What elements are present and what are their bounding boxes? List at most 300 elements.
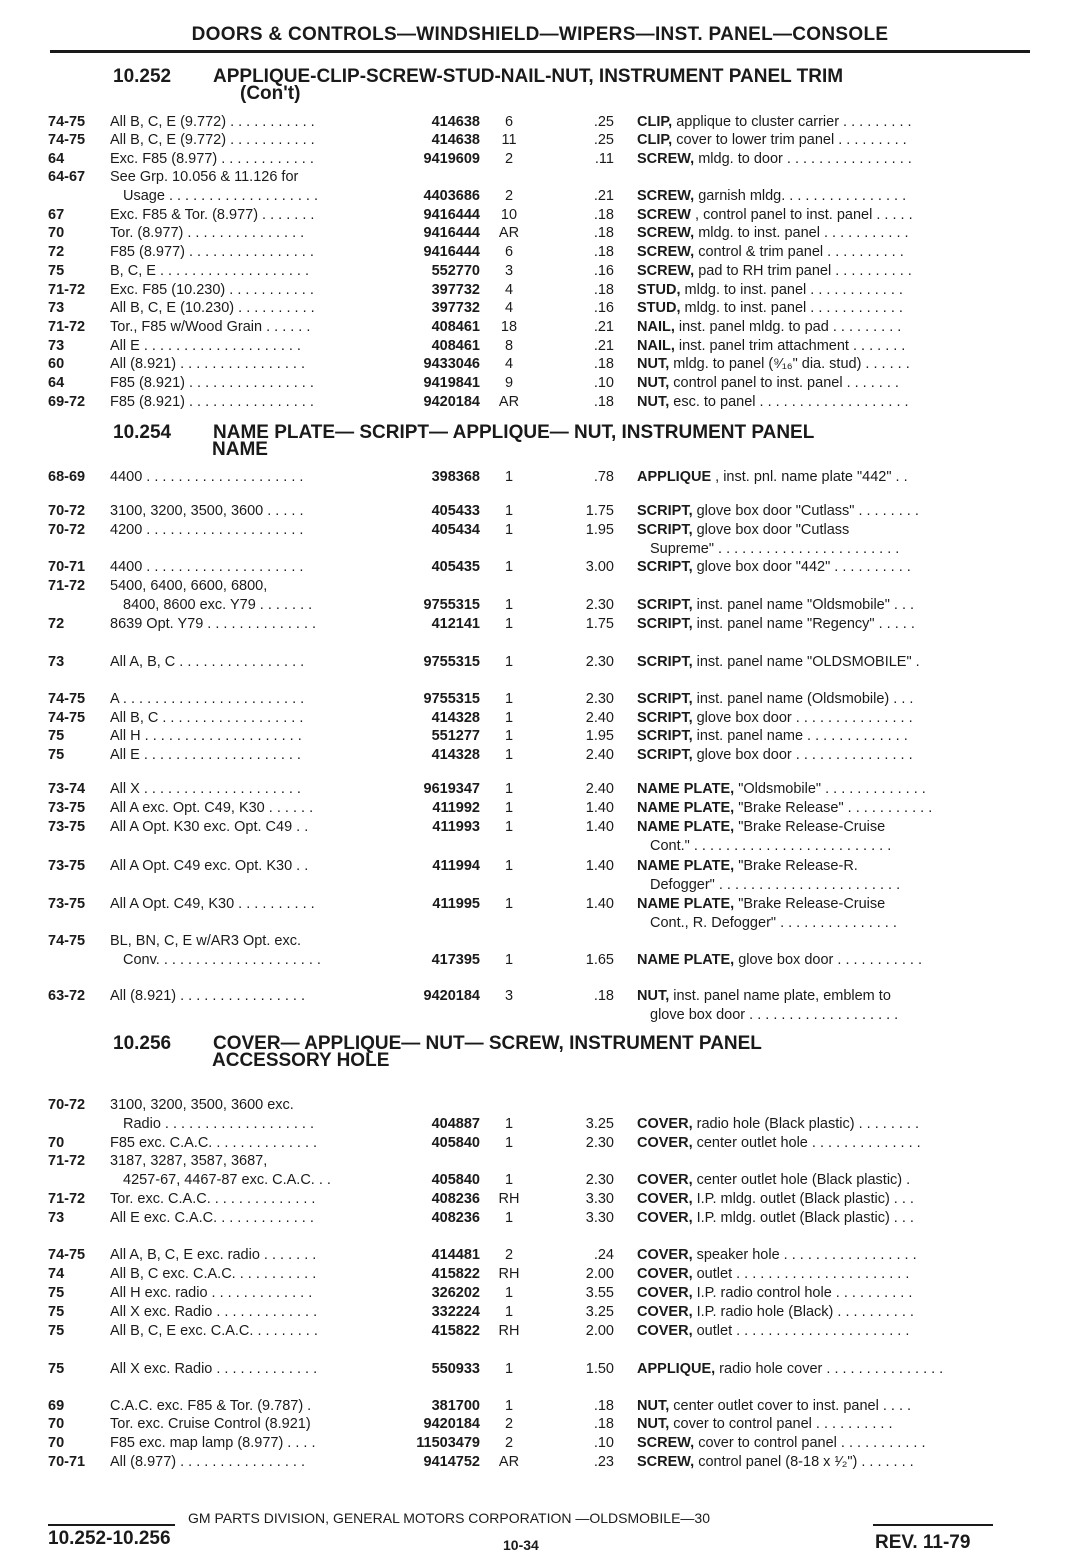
part-name: SCRIPT, xyxy=(637,616,693,632)
section-title: NAME PLATE— SCRIPT— APPLIQUE— NUT, INSTRUMENT PANEL xyxy=(213,422,815,443)
parts-row xyxy=(0,262,1071,281)
usage: All B, C . . . . . . . . . . . . . . . . . . xyxy=(110,710,304,726)
parts-row xyxy=(0,150,1071,169)
parts-row xyxy=(0,653,1071,672)
part-description: applique to cluster carrier . . . . . . . . . xyxy=(672,114,912,130)
part-name: SCRIPT, xyxy=(637,728,693,744)
part-description: glove box door . . . . . . . . . . . . . . . xyxy=(692,747,913,763)
part-description: radio hole (Black plastic) . . . . . . . . xyxy=(692,1116,920,1132)
model-year: 71-72 xyxy=(48,1191,86,1207)
price: 2.30 xyxy=(585,597,614,613)
description xyxy=(637,113,1002,132)
part-description: cover to control panel . . . . . . . . . . . xyxy=(694,1435,926,1451)
part-description: inst. panel name "Oldsmobile" . . . xyxy=(692,597,915,613)
part-description: Supreme" . . . . . . . . . . . . . . . . . . . . . . . xyxy=(650,541,900,557)
usage: All H . . . . . . . . . . . . . . . . . . . . xyxy=(110,728,302,744)
part-number: 398368 xyxy=(431,469,480,485)
description xyxy=(637,1434,1002,1453)
part-name: SCRIPT, xyxy=(637,747,693,763)
usage: BL, BN, C, E w/AR3 Opt. exc. xyxy=(110,933,301,949)
price: .11 xyxy=(594,151,614,167)
part-name: COVER, xyxy=(637,1304,693,1320)
part-number: 404887 xyxy=(431,1116,480,1132)
part-number: 405840 xyxy=(431,1172,480,1188)
parts-row xyxy=(0,857,1071,876)
description xyxy=(637,1134,1002,1153)
quantity: 11 xyxy=(501,132,517,148)
parts-row xyxy=(0,1006,1071,1025)
part-description: glove box door . . . . . . . . . . . xyxy=(734,952,922,968)
part-number: 411992 xyxy=(432,800,480,816)
part-description: "Oldsmobile" . . . . . . . . . . . . . xyxy=(734,781,926,797)
usage: 5400, 6400, 6600, 6800, xyxy=(110,578,268,594)
quantity: 1 xyxy=(504,1116,514,1132)
part-description: cover to control panel . . . . . . . . . . xyxy=(669,1416,893,1432)
parts-row xyxy=(0,502,1071,521)
parts-row xyxy=(0,224,1071,243)
description xyxy=(637,206,1002,225)
part-name: SCRIPT, xyxy=(637,559,693,575)
description xyxy=(637,374,1002,393)
price: .18 xyxy=(593,356,614,372)
usage: 8400, 8600 exc. Y79 . . . . . . . xyxy=(123,597,313,613)
parts-row xyxy=(0,895,1071,914)
usage: Exc. F85 (8.977) . . . . . . . . . . . . xyxy=(110,151,314,167)
parts-row xyxy=(0,914,1071,933)
model-year: 63-72 xyxy=(48,988,86,1004)
usage: F85 exc. C.A.C. . . . . . . . . . . . . . xyxy=(110,1135,318,1151)
model-year: 75 xyxy=(48,1285,65,1301)
parts-row xyxy=(0,131,1071,150)
quantity: 1 xyxy=(504,896,514,912)
price: .18 xyxy=(593,282,614,298)
part-name: NAME PLATE, xyxy=(637,896,735,912)
model-year: 74-75 xyxy=(48,933,86,949)
part-description: inst. panel name plate, emblem to xyxy=(669,988,891,1004)
quantity: 4 xyxy=(504,356,514,372)
quantity: 8 xyxy=(504,338,514,354)
price: .18 xyxy=(593,225,614,241)
model-year: 64-67 xyxy=(48,169,86,185)
part-name: NAME PLATE, xyxy=(637,858,735,874)
model-year: 74-75 xyxy=(48,132,86,148)
part-name: SCRIPT, xyxy=(637,691,693,707)
price: 3.25 xyxy=(585,1304,614,1320)
parts-row xyxy=(0,727,1071,746)
parts-row xyxy=(0,690,1071,709)
section-title: APPLIQUE-CLIP-SCREW-STUD-NAIL-NUT, INSTRUMENT PANEL TRIM xyxy=(213,66,844,87)
description xyxy=(637,615,1002,634)
usage: 8639 Opt. Y79 . . . . . . . . . . . . . . xyxy=(110,616,317,632)
description xyxy=(637,558,1002,577)
price: 1.40 xyxy=(585,800,614,816)
usage: Tor., F85 w/Wood Grain . . . . . . xyxy=(110,319,311,335)
price: 1.50 xyxy=(585,1361,614,1377)
quantity: 2 xyxy=(504,1247,514,1263)
model-year: 70-72 xyxy=(48,1097,86,1113)
model-year: 71-72 xyxy=(48,319,86,335)
model-year: 67 xyxy=(48,207,65,223)
price: .25 xyxy=(593,132,614,148)
part-number: 9419841 xyxy=(423,375,480,391)
part-number: 9433046 xyxy=(423,356,480,372)
model-year: 75 xyxy=(48,747,65,763)
part-name: NAME PLATE, xyxy=(637,819,735,835)
parts-row xyxy=(0,281,1071,300)
usage: All H exc. radio . . . . . . . . . . . . . xyxy=(110,1285,313,1301)
part-number: 417395 xyxy=(431,952,480,968)
part-name: COVER, xyxy=(637,1116,693,1132)
price: .21 xyxy=(593,338,614,354)
model-year: 71-72 xyxy=(48,282,86,298)
quantity: RH xyxy=(498,1323,520,1339)
part-name: STUD, xyxy=(637,282,681,298)
part-number: 408236 xyxy=(431,1191,480,1207)
part-description: glove box door "442" . . . . . . . . . . xyxy=(692,559,911,575)
part-description: , inst. pnl. name plate "442" . . xyxy=(711,469,908,485)
quantity: AR xyxy=(498,1454,520,1470)
section-title: COVER— APPLIQUE— NUT— SCREW, INSTRUMENT PANEL xyxy=(213,1033,762,1054)
usage: F85 (8.977) . . . . . . . . . . . . . . . . xyxy=(110,244,314,260)
quantity: 2 xyxy=(504,188,514,204)
model-year: 75 xyxy=(48,263,65,279)
part-name: SCREW, xyxy=(637,151,695,167)
description xyxy=(637,690,1002,709)
usage: Radio . . . . . . . . . . . . . . . . . . . xyxy=(123,1116,314,1132)
price: .18 xyxy=(593,394,614,410)
model-year: 68-69 xyxy=(48,469,86,485)
price: 1.40 xyxy=(585,819,614,835)
part-number: 9755315 xyxy=(423,691,480,707)
model-year: 73-74 xyxy=(48,781,86,797)
price: .18 xyxy=(593,244,614,260)
part-description: I.P. radio control hole . . . . . . . . . . xyxy=(692,1285,913,1301)
description xyxy=(637,987,1002,1006)
usage: All A exc. Opt. C49, K30 . . . . . . xyxy=(110,800,314,816)
price: .21 xyxy=(593,188,614,204)
usage: B, C, E . . . . . . . . . . . . . . . . . . . xyxy=(110,263,310,279)
part-name: CLIP, xyxy=(637,132,673,148)
description xyxy=(637,521,1002,540)
footer-publisher: GM PARTS DIVISION, GENERAL MOTORS CORPORATION —OLDSMOBILE—30 xyxy=(188,1510,710,1526)
part-description: inst. panel name . . . . . . . . . . . . . xyxy=(692,728,908,744)
model-year: 74-75 xyxy=(48,114,86,130)
part-description: I.P. mldg. outlet (Black plastic) . . . xyxy=(692,1191,914,1207)
part-number: 381700 xyxy=(431,1398,480,1414)
quantity: 2 xyxy=(504,1416,514,1432)
price: .16 xyxy=(593,263,614,279)
parts-row xyxy=(0,1284,1071,1303)
usage: Exc. F85 (10.230) . . . . . . . . . . . xyxy=(110,282,314,298)
quantity: 1 xyxy=(504,952,514,968)
part-name: COVER, xyxy=(637,1191,693,1207)
section-title-continued: ACCESSORY HOLE xyxy=(212,1050,390,1071)
usage: All A, B, C . . . . . . . . . . . . . . . . xyxy=(110,654,305,670)
description xyxy=(637,1115,1002,1134)
part-description: "Brake Release-Cruise xyxy=(734,896,886,912)
usage: 4400 . . . . . . . . . . . . . . . . . . . . xyxy=(110,469,304,485)
part-description: speaker hole . . . . . . . . . . . . . . . . . xyxy=(692,1247,917,1263)
part-name: NAIL, xyxy=(637,338,675,354)
price: .16 xyxy=(593,300,614,316)
parts-row xyxy=(0,318,1071,337)
part-description: Defogger" . . . . . . . . . . . . . . . . . . . . . . . xyxy=(650,877,901,893)
part-description: glove box door . . . . . . . . . . . . . . . . . . . xyxy=(650,1007,899,1023)
usage: All B, C exc. C.A.C. . . . . . . . . . . xyxy=(110,1266,317,1282)
parts-row xyxy=(0,1246,1071,1265)
quantity: 2 xyxy=(504,1435,514,1451)
usage: All E exc. C.A.C. . . . . . . . . . . . . xyxy=(110,1210,314,1226)
parts-row xyxy=(0,1152,1071,1171)
parts-row xyxy=(0,374,1071,393)
part-name: SCREW, xyxy=(637,1454,695,1470)
part-description: outlet . . . . . . . . . . . . . . . . . . . . . . xyxy=(692,1323,910,1339)
price: 2.30 xyxy=(585,1172,614,1188)
model-year: 73 xyxy=(48,300,65,316)
parts-row xyxy=(0,876,1071,895)
price: .18 xyxy=(593,1398,614,1414)
description xyxy=(637,1171,1002,1190)
part-number: 414481 xyxy=(431,1247,480,1263)
parts-row xyxy=(0,615,1071,634)
quantity: 1 xyxy=(504,728,514,744)
part-name: NUT, xyxy=(637,356,670,372)
quantity: 1 xyxy=(504,710,514,726)
part-number: 9619347 xyxy=(423,781,480,797)
price: 2.00 xyxy=(585,1323,614,1339)
quantity: 1 xyxy=(504,1135,514,1151)
part-name: CLIP, xyxy=(637,114,673,130)
quantity: 4 xyxy=(504,282,514,298)
description xyxy=(637,709,1002,728)
quantity: 1 xyxy=(504,800,514,816)
model-year: 75 xyxy=(48,1323,65,1339)
part-name: NUT, xyxy=(637,394,670,410)
description xyxy=(650,837,1002,856)
model-year: 74-75 xyxy=(48,1247,86,1263)
part-description: pad to RH trim panel . . . . . . . . . . xyxy=(694,263,912,279)
price: .18 xyxy=(593,1416,614,1432)
part-number: 414328 xyxy=(431,710,480,726)
header-rule xyxy=(50,50,1030,53)
part-description: center outlet cover to inst. panel . . . . xyxy=(669,1398,912,1414)
parts-row xyxy=(0,799,1071,818)
quantity: 1 xyxy=(504,1210,514,1226)
parts-row xyxy=(0,558,1071,577)
parts-row xyxy=(0,932,1071,951)
part-description: mldg. to inst. panel . . . . . . . . . . . xyxy=(694,225,909,241)
part-description: radio hole cover . . . . . . . . . . . . . . . xyxy=(715,1361,944,1377)
part-description: inst. panel name "Regency" . . . . . xyxy=(692,616,915,632)
usage: F85 (8.921) . . . . . . . . . . . . . . . . xyxy=(110,394,314,410)
parts-row xyxy=(0,951,1071,970)
quantity: 1 xyxy=(504,1361,514,1377)
usage: Tor. exc. C.A.C. . . . . . . . . . . . . . xyxy=(110,1191,316,1207)
description xyxy=(637,262,1002,281)
part-number: 9416444 xyxy=(423,225,480,241)
parts-row xyxy=(0,1134,1071,1153)
usage: Conv. . . . . . . . . . . . . . . . . . . . . xyxy=(123,952,321,968)
section-number: 10.254 xyxy=(113,422,172,443)
description xyxy=(637,393,1002,412)
part-name: NUT, xyxy=(637,1398,670,1414)
part-description: "Brake Release-R. xyxy=(734,858,858,874)
part-number: 405434 xyxy=(431,522,480,538)
description xyxy=(637,1190,1002,1209)
description xyxy=(637,895,1002,914)
price: 2.00 xyxy=(585,1266,614,1282)
usage: All (8.921) . . . . . . . . . . . . . . . . xyxy=(110,988,305,1004)
parts-row xyxy=(0,1322,1071,1341)
model-year: 73-75 xyxy=(48,858,86,874)
quantity: 1 xyxy=(504,597,514,613)
description xyxy=(637,1246,1002,1265)
usage: 3100, 3200, 3500, 3600 . . . . . xyxy=(110,503,304,519)
part-description: glove box door "Cutlass" . . . . . . . . xyxy=(692,503,919,519)
footer-revision: REV. 11-79 xyxy=(875,1532,971,1553)
price: 1.75 xyxy=(585,616,614,632)
price: 1.95 xyxy=(585,522,614,538)
part-number: 411995 xyxy=(432,896,480,912)
price: 3.00 xyxy=(585,559,614,575)
quantity: 1 xyxy=(504,1398,514,1414)
usage: 4200 . . . . . . . . . . . . . . . . . . . . xyxy=(110,522,304,538)
model-year: 70 xyxy=(48,225,65,241)
part-name: COVER, xyxy=(637,1285,693,1301)
quantity: 1 xyxy=(504,747,514,763)
description xyxy=(637,131,1002,150)
part-description: center outlet hole (Black plastic) . xyxy=(692,1172,911,1188)
price: 3.25 xyxy=(585,1116,614,1132)
part-name: NAME PLATE, xyxy=(637,781,735,797)
part-number: 414328 xyxy=(431,747,480,763)
parts-row xyxy=(0,837,1071,856)
parts-row xyxy=(0,1209,1071,1228)
part-description: mldg. to inst. panel . . . . . . . . . . . . xyxy=(680,300,903,316)
description xyxy=(637,1415,1002,1434)
usage: All B, C, E exc. C.A.C. . . . . . . . . xyxy=(110,1323,318,1339)
quantity: 1 xyxy=(504,616,514,632)
usage: All B, C, E (9.772) . . . . . . . . . . . xyxy=(110,132,315,148)
price: 1.40 xyxy=(585,858,614,874)
usage: All (8.921) . . . . . . . . . . . . . . . . xyxy=(110,356,305,372)
quantity: 1 xyxy=(504,691,514,707)
description xyxy=(637,1453,1002,1472)
price: 3.55 xyxy=(585,1285,614,1301)
price: .25 xyxy=(593,114,614,130)
model-year: 64 xyxy=(48,151,65,167)
model-year: 70 xyxy=(48,1435,65,1451)
description xyxy=(637,951,1002,970)
usage: F85 exc. map lamp (8.977) . . . . xyxy=(110,1435,316,1451)
parts-row xyxy=(0,540,1071,559)
description xyxy=(637,1397,1002,1416)
model-year: 70-71 xyxy=(48,1454,86,1470)
parts-row xyxy=(0,987,1071,1006)
part-description: inst. panel mldg. to pad . . . . . . . . . xyxy=(674,319,902,335)
part-description: center outlet hole . . . . . . . . . . . . . . xyxy=(692,1135,921,1151)
part-name: COVER, xyxy=(637,1323,693,1339)
part-description: glove box door . . . . . . . . . . . . . . . xyxy=(692,710,913,726)
price: 3.30 xyxy=(585,1210,614,1226)
part-name: COVER, xyxy=(637,1210,693,1226)
part-number: 9414752 xyxy=(423,1454,480,1470)
description xyxy=(637,1322,1002,1341)
quantity: 1 xyxy=(504,858,514,874)
quantity: 2 xyxy=(504,151,514,167)
part-number: 9420184 xyxy=(423,394,480,410)
usage: See Grp. 10.056 & 11.126 for xyxy=(110,169,299,185)
section-number: 10.252 xyxy=(113,66,172,87)
part-name: NAME PLATE, xyxy=(637,800,735,816)
part-number: 9416444 xyxy=(423,244,480,260)
part-number: 415822 xyxy=(431,1266,480,1282)
model-year: 71-72 xyxy=(48,578,86,594)
part-number: 412141 xyxy=(431,616,480,632)
description xyxy=(637,653,1002,672)
usage: 3187, 3287, 3587, 3687, xyxy=(110,1153,268,1169)
description xyxy=(637,1284,1002,1303)
quantity: 1 xyxy=(504,1285,514,1301)
part-description: inst. panel trim attachment . . . . . . . xyxy=(674,338,906,354)
part-number: 408461 xyxy=(431,338,480,354)
description xyxy=(637,596,1002,615)
parts-row xyxy=(0,206,1071,225)
part-number: 414638 xyxy=(431,114,480,130)
description xyxy=(637,337,1002,356)
model-year: 74 xyxy=(48,1266,65,1282)
page-header: DOORS & CONTROLS—WINDSHIELD—WIPERS—INST. PANEL—CONSOLE xyxy=(191,24,889,45)
part-number: 9419609 xyxy=(423,151,480,167)
model-year: 71-72 xyxy=(48,1153,86,1169)
model-year: 73 xyxy=(48,654,65,670)
description xyxy=(650,1006,1002,1025)
part-name: SCRIPT, xyxy=(637,710,693,726)
price: 2.30 xyxy=(585,1135,614,1151)
part-number: 411993 xyxy=(432,819,480,835)
part-name: SCREW, xyxy=(637,244,695,260)
part-description: inst. panel name "OLDSMOBILE" . xyxy=(692,654,920,670)
description xyxy=(650,914,1002,933)
description xyxy=(637,818,1002,837)
part-number: 397732 xyxy=(431,300,480,316)
description xyxy=(637,468,1002,487)
model-year: 70 xyxy=(48,1135,65,1151)
description xyxy=(637,150,1002,169)
part-name: SCRIPT, xyxy=(637,654,693,670)
part-number: 552770 xyxy=(431,263,480,279)
description xyxy=(650,540,1002,559)
price: 1.40 xyxy=(585,896,614,912)
quantity: 1 xyxy=(504,469,514,485)
parts-row xyxy=(0,468,1071,487)
model-year: 73-75 xyxy=(48,896,86,912)
usage: All B, C, E (9.772) . . . . . . . . . . . xyxy=(110,114,315,130)
quantity: 9 xyxy=(504,375,514,391)
quantity: AR xyxy=(498,394,520,410)
parts-row xyxy=(0,1265,1071,1284)
price: .78 xyxy=(593,469,614,485)
part-number: 332224 xyxy=(431,1304,480,1320)
model-year: 64 xyxy=(48,375,65,391)
model-year: 70 xyxy=(48,1416,65,1432)
section-title-continued: (Con't) xyxy=(240,83,301,104)
parts-row xyxy=(0,337,1071,356)
price: 2.40 xyxy=(585,710,614,726)
description xyxy=(637,355,1002,374)
footer-group-range: 10.252-10.256 xyxy=(48,1528,171,1549)
price: .23 xyxy=(593,1454,614,1470)
